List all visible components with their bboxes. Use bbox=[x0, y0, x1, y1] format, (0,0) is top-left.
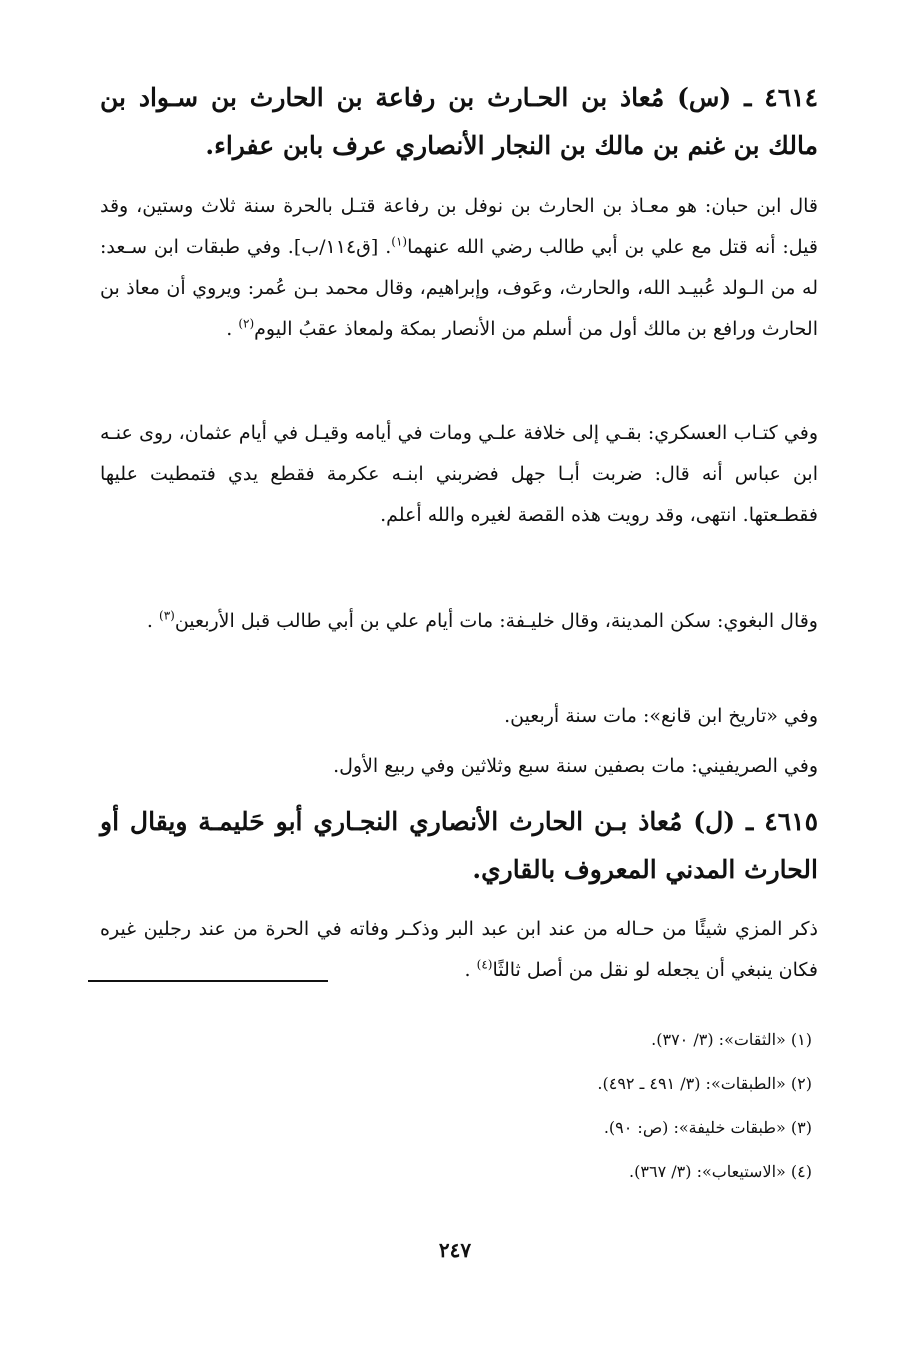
paragraph-text: قال ابن حبان: هو معـاذ بن الحارث بن نوفل بن رفاعة قتـل بالحرة سنة ثلاث وستين، وقد قيل: أنه قتل مع علي بن أبي طالب رضي الله عنهما bbox=[100, 195, 818, 258]
page-number: ٢٤٧ bbox=[438, 1238, 472, 1262]
paragraph-text-end: . bbox=[464, 959, 477, 981]
paragraph-text: ذكر المزي شيئًا من حـاله من عند ابن عبد البر وذكـر وفاته في الحرة من عند رجلين غيره فكان ينبغي أن يجعله لو نقل من أصل ثالثًا bbox=[100, 918, 818, 981]
entry-heading-4615: ٤٦١٥ ـ (ل) مُعاذ بـن الحارث الأنصاري النجـاري أبو حَليمـة ويقال أو الحارث المدني المعروف بالقاري. bbox=[100, 807, 818, 884]
footnote-2: (٢) «الطبقات»: (٣/ ٤٩١ ـ ٤٩٢). bbox=[597, 1074, 812, 1093]
entry-4614-paragraph-5: وفي الصريفيني: مات بصفين سنة سبع وثلاثين وفي ربيع الأول. bbox=[333, 755, 818, 777]
paragraph-text-end: . bbox=[226, 318, 239, 340]
entry-4614-paragraph-3 bbox=[100, 601, 818, 642]
footnote-1: (١) «الثقات»: (٣/ ٣٧٠). bbox=[651, 1030, 812, 1049]
footnote-3: (٣) «طبقات خليفة»: (ص: ٩٠). bbox=[603, 1118, 812, 1137]
paragraph-text: وقال البغوي: سكن المدينة، وقال خليـفة: مات أيام علي بن أبي طالب قبل الأربعين bbox=[174, 610, 818, 632]
entry-4614-paragraph-1 bbox=[100, 186, 818, 350]
paragraph-text-continued: . [ق١١٤/ب]. وفي طبقات ابن سـعد: له من الـولد عُبيـد الله، والحارث، وعَوف، وإبراهيم، وقال محمد بـن عُمر: ويروي أن معاذ بن الحارث ورافع بن مالك أول من أسلم من الأنصار بمكة ولمعاذ عقبُ اليوم bbox=[100, 236, 818, 340]
entry-heading-4614: ٤٦١٤ ـ (س) مُعاذ بن الحـارث بن رفاعة بن الحارث بن سـواد بن مالك بن غنم بن مالك بن النجار الأنصاري عرف بابن عفراء. bbox=[100, 83, 818, 160]
entry-4614-paragraph-4: وفي «تاريخ ابن قانع»: مات سنة أربعين. bbox=[504, 705, 818, 727]
footnotes bbox=[412, 1018, 812, 1194]
footnote-marker-3: (٣) bbox=[159, 608, 175, 623]
footnote-marker-4: (٤) bbox=[476, 957, 493, 972]
footnote-4: (٤) «الاستيعاب»: (٣/ ٣٦٧). bbox=[629, 1162, 812, 1181]
footnote-divider bbox=[88, 980, 328, 982]
footnote-marker-1: (١) bbox=[391, 234, 408, 249]
footnote-marker-2: (٢) bbox=[238, 316, 255, 331]
entry-4614-paragraph-2: وفي كتـاب العسكري: بقـي إلى خلافة علـي ومات في أيامه وقيـل في أيام عثمان، روى عنـه ابن عباس أنه قال: ضربت أبـا جهل فضربني ابنـه عكرمة فقطع يدي فتمطيت عليها فقطـعتها. انتهى، وقد رويت هذه القصة لغيره والله أعلم. bbox=[100, 422, 818, 526]
paragraph-text-end: . bbox=[146, 610, 160, 632]
entry-4615-paragraph-1 bbox=[100, 909, 818, 991]
